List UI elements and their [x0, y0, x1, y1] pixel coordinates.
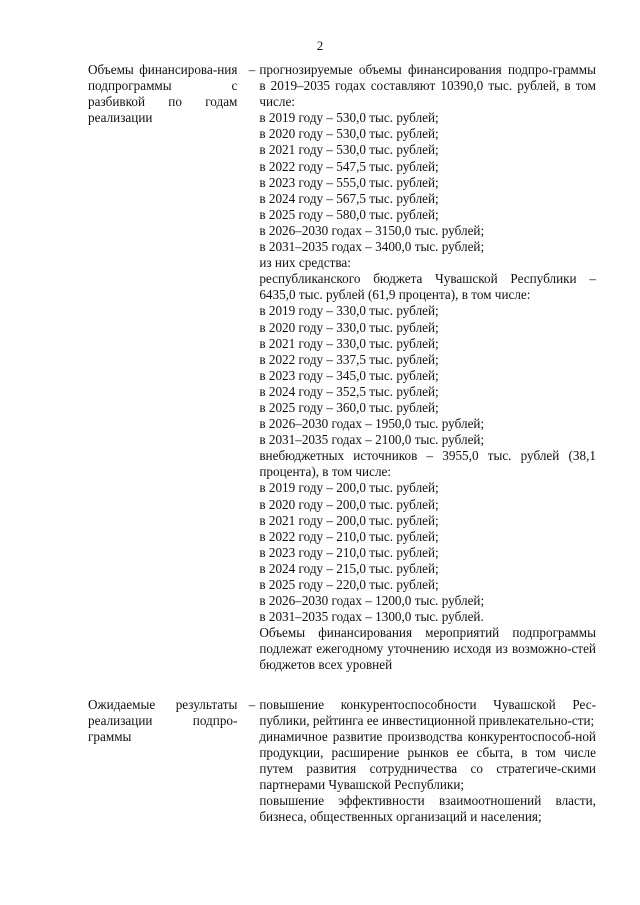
extra-year-2024: в 2024 году – 215,0 тыс. рублей;	[259, 560, 439, 576]
republic-year-2025: в 2025 году – 360,0 тыс. рублей;	[259, 399, 439, 415]
total-year-2019: в 2019 году – 530,0 тыс. рублей;	[259, 110, 439, 126]
results-label-cell	[88, 697, 237, 745]
republic-year-2022: в 2022 году – 337,5 тыс. рублей;	[259, 351, 439, 367]
result-item: динамичное развитие производства конкурентоспособ-ной продукции, расширение рынков ее сбыта, в том числе путем развития сотрудничества со стратегиче-скими партнерами Чувашской Республики;	[259, 728, 596, 793]
total-year-2025: в 2025 году – 580,0 тыс. рублей;	[259, 206, 439, 222]
result-item: повышение конкурентоспособности Чувашской Рес-публики, рейтинга ее инвестиционной привлекательно-сти;	[259, 696, 596, 728]
financing-label-cell	[88, 62, 237, 126]
extra-year-2025: в 2025 году – 220,0 тыс. рублей;	[259, 577, 439, 592]
extra-year-2023: в 2023 году – 210,0 тыс. рублей;	[259, 544, 439, 560]
total-years-2026-2030: в 2026–2030 годах – 3150,0 тыс. рублей;	[259, 222, 485, 238]
republic-year-2023: в 2023 году – 345,0 тыс. рублей;	[259, 367, 439, 383]
extra-year-2021: в 2021 году – 200,0 тыс. рублей;	[259, 512, 439, 528]
results-label: Ожидаемые результаты реализации подпро-граммы	[88, 696, 238, 744]
results-dash: –	[248, 696, 256, 712]
extra-year-2020: в 2020 году – 200,0 тыс. рублей;	[259, 496, 439, 512]
republic-year-2020: в 2020 году – 330,0 тыс. рублей;	[259, 319, 439, 335]
republic-years-2026-2030: в 2026–2030 годах – 1950,0 тыс. рублей;	[259, 416, 485, 432]
republic-year-2021: в 2021 году – 330,0 тыс. рублей;	[259, 335, 439, 351]
financing-row	[88, 62, 596, 674]
extra-year-2022: в 2022 году – 210,0 тыс. рублей;	[259, 528, 439, 544]
extra-years-2026-2030: в 2026–2030 годах – 1200,0 тыс. рублей;	[259, 593, 485, 609]
result-item: повышение эффективности взаимоотношений власти, бизнеса, общественных организаций и населения;	[259, 793, 596, 825]
total-year-2022: в 2022 году – 547,5 тыс. рублей;	[259, 158, 439, 174]
subprogram-passport-table	[88, 62, 596, 825]
financing-closing-note: Объемы финансирования мероприятий подпрограммы подлежат ежегодному уточнению исходя из возможно-стей бюджетов всех уровней	[259, 625, 596, 673]
total-year-2023: в 2023 году – 555,0 тыс. рублей;	[259, 174, 439, 190]
total-year-2024: в 2024 году – 567,5 тыс. рублей;	[259, 190, 439, 206]
republic-years-2031-2035: в 2031–2035 годах – 2100,0 тыс. рублей;	[259, 432, 485, 448]
republic-budget-intro: республиканского бюджета Чувашской Республики – 6435,0 тыс. рублей (61,9 процента), в том числе:	[259, 271, 596, 303]
extra-years-2031-2035: в 2031–2035 годах – 1300,0 тыс. рублей.	[259, 609, 484, 625]
financing-label: Объемы финансирова-ния подпрограммы с разбивкой по годам реализации	[88, 62, 238, 126]
results-row	[88, 697, 596, 826]
republic-year-2024: в 2024 году – 352,5 тыс. рублей;	[259, 383, 439, 399]
republic-year-2019: в 2019 году – 330,0 тыс. рублей;	[259, 303, 439, 319]
total-year-2021: в 2021 году – 530,0 тыс. рублей;	[259, 142, 439, 158]
of-them-label: из них средства:	[259, 255, 351, 271]
extra-year-2019: в 2019 году – 200,0 тыс. рублей;	[259, 480, 439, 496]
results-content	[259, 697, 596, 826]
total-year-2020: в 2020 году – 530,0 тыс. рублей;	[259, 126, 439, 142]
extra-budget-intro: внебюджетных источников – 3955,0 тыс. рублей (38,1 процента), в том числе:	[259, 448, 596, 480]
financing-content	[259, 62, 596, 674]
financing-intro: прогнозируемые объемы финансирования подпро-граммы в 2019–2035 годах составляют 10390,0 тыс. рублей, в том числе:	[259, 62, 596, 110]
page-number: 2	[316, 38, 324, 53]
total-years-2031-2035: в 2031–2035 годах – 3400,0 тыс. рублей;	[259, 239, 485, 255]
financing-dash: –	[248, 62, 256, 77]
